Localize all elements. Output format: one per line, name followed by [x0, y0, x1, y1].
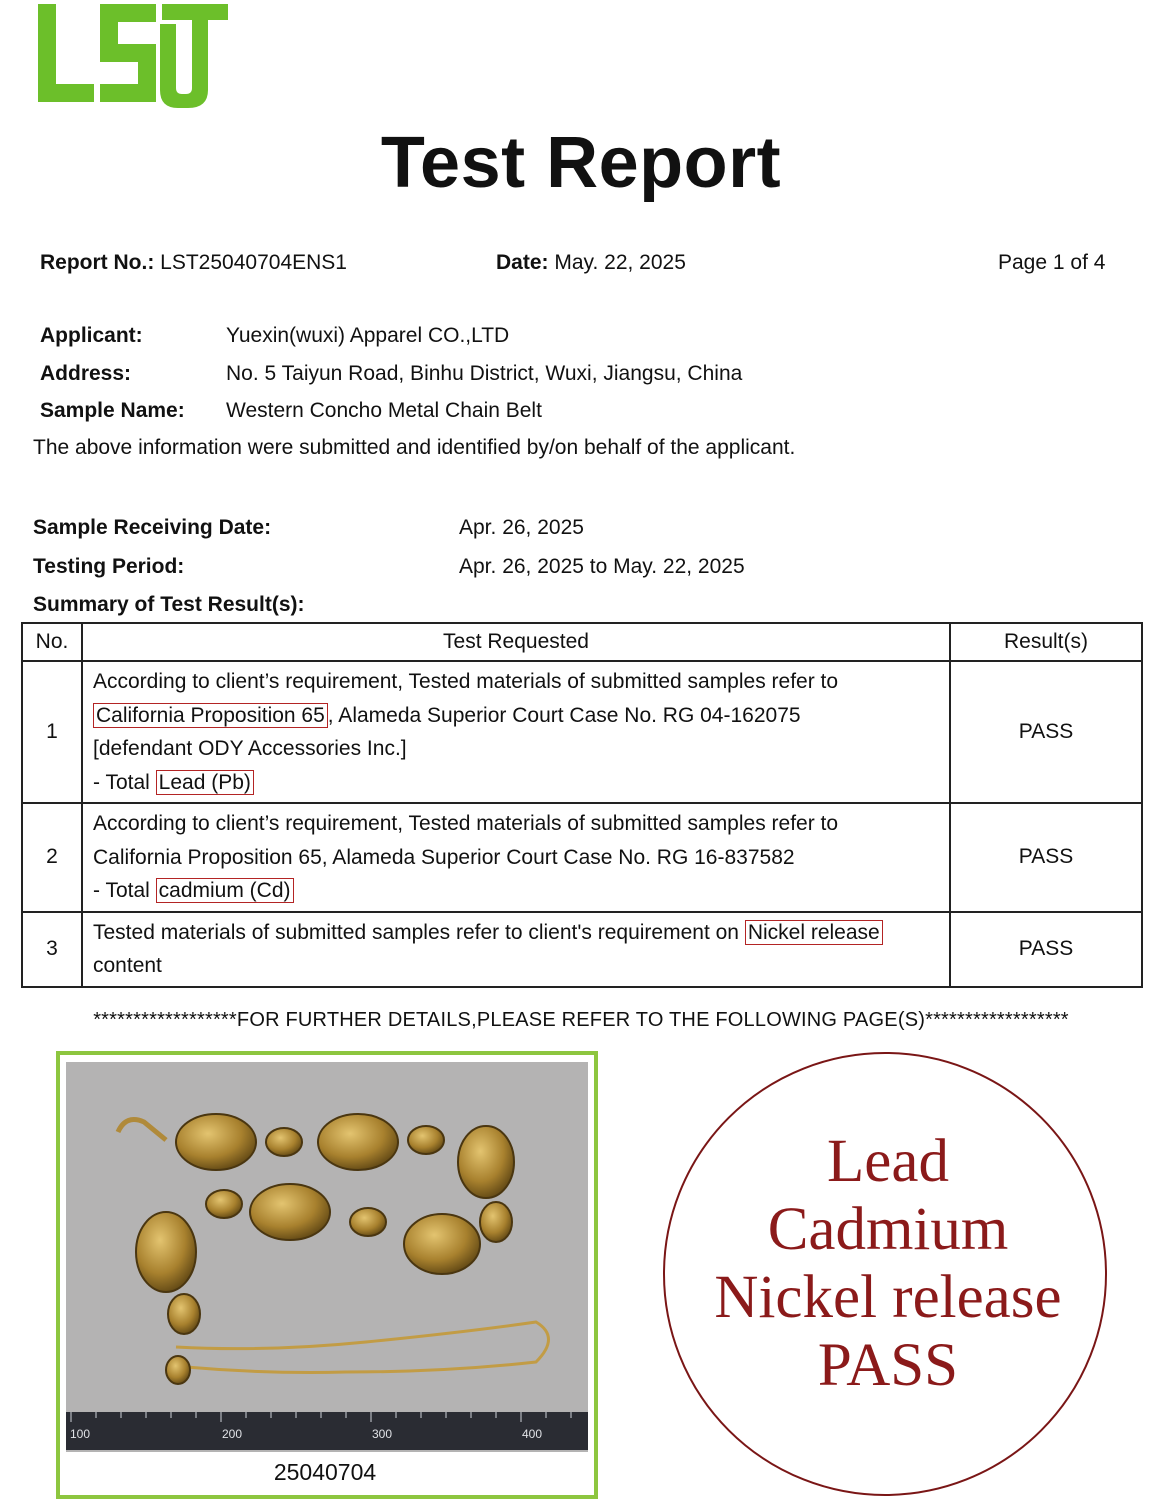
applicant-value: Yuexin(wuxi) Apparel CO.,LTD	[226, 324, 510, 347]
result-cell: PASS	[950, 661, 1142, 803]
table-row	[22, 661, 1142, 803]
report-date	[496, 251, 686, 275]
stamp-line: PASS	[817, 1332, 959, 1399]
result-cell: PASS	[950, 803, 1142, 912]
ruler-label: 100	[70, 1427, 91, 1441]
sample-name-value: Western Concho Metal Chain Belt	[226, 399, 542, 422]
report-date-value: May. 22, 2025	[554, 251, 686, 274]
row-number: 1	[22, 661, 82, 803]
test-line: California Proposition 65, Alameda Superior Court Case No. RG 16-837582	[93, 845, 795, 869]
table-row	[22, 803, 1142, 912]
highlight-box: cadmium (Cd)	[156, 878, 294, 903]
header-no: No.	[22, 623, 82, 661]
pass-stamp-text	[663, 1128, 1113, 1400]
receiving-date-label: Sample Receiving Date:	[33, 516, 272, 539]
applicant-label: Applicant:	[40, 324, 143, 347]
test-requested-cell	[82, 912, 950, 987]
test-line	[93, 699, 939, 733]
applicant-note: The above information were submitted and identified by/on behalf of the applicant.	[33, 436, 796, 459]
stamp-line: Nickel release	[714, 1264, 1062, 1331]
address-value: No. 5 Taiyun Road, Binhu District, Wuxi, Jiangsu, China	[226, 362, 743, 385]
photo-caption: 25040704	[273, 1459, 377, 1485]
header-test-requested: Test Requested	[82, 623, 950, 661]
further-details-note: ******************FOR FURTHER DETAILS,PLEASE REFER TO THE FOLLOWING PAGE(S)******************	[93, 1009, 1069, 1031]
summary-label: Summary of Test Result(s):	[33, 593, 305, 616]
testing-period-label: Testing Period:	[33, 555, 185, 578]
test-line: According to client’s requirement, Tested materials of submitted samples refer to	[93, 812, 839, 835]
stamp-line: Lead	[827, 1128, 949, 1195]
report-number-label: Report No.:	[40, 251, 155, 274]
page-indicator: Page 1 of 4	[998, 251, 1106, 274]
highlight-box: California Proposition 65	[93, 703, 328, 728]
results-table	[21, 622, 1143, 988]
concho-belt-illustration	[66, 1062, 588, 1452]
header-results: Result(s)	[950, 623, 1142, 661]
sample-photo	[66, 1062, 588, 1452]
test-line-prefix: Tested materials of submitted samples refer to client's requirement on	[93, 920, 739, 944]
report-number-value: LST25040704ENS1	[160, 251, 347, 274]
measuring-ruler	[66, 1412, 588, 1450]
testing-period-value: Apr. 26, 2025 to May. 22, 2025	[459, 555, 745, 578]
test-line: [defendant ODY Accessories Inc.]	[93, 737, 407, 760]
test-line: According to client’s requirement, Tested materials of submitted samples refer to	[93, 670, 839, 693]
test-line-prefix: - Total	[93, 879, 150, 902]
table-row	[22, 912, 1142, 987]
row-number: 2	[22, 803, 82, 912]
ruler-label: 300	[372, 1427, 393, 1441]
stamp-line: Cadmium	[767, 1196, 1009, 1263]
ruler-label: 200	[222, 1427, 243, 1441]
test-requested-cell	[82, 661, 950, 803]
test-requested-cell	[82, 803, 950, 912]
receiving-date-value: Apr. 26, 2025	[459, 516, 584, 539]
test-line-prefix: - Total	[93, 770, 150, 794]
highlight-box: Lead (Pb)	[156, 770, 254, 795]
test-line	[93, 766, 939, 800]
highlight-box: Nickel release	[745, 920, 883, 945]
table-header-row	[22, 623, 1142, 661]
test-line-rest: , Alameda Superior Court Case No. RG 04-162075	[327, 703, 801, 727]
address-label: Address:	[40, 362, 132, 385]
test-line: content	[93, 954, 162, 977]
report-date-label: Date:	[496, 251, 549, 274]
report-number	[40, 251, 347, 275]
ruler-label: 400	[522, 1427, 543, 1441]
document-title: Test Report	[380, 123, 782, 203]
test-line	[93, 916, 939, 950]
test-line	[93, 874, 939, 908]
row-number: 3	[22, 912, 82, 987]
lst-logo	[38, 2, 228, 110]
result-cell: PASS	[950, 912, 1142, 987]
sample-name-label: Sample Name:	[40, 399, 185, 422]
